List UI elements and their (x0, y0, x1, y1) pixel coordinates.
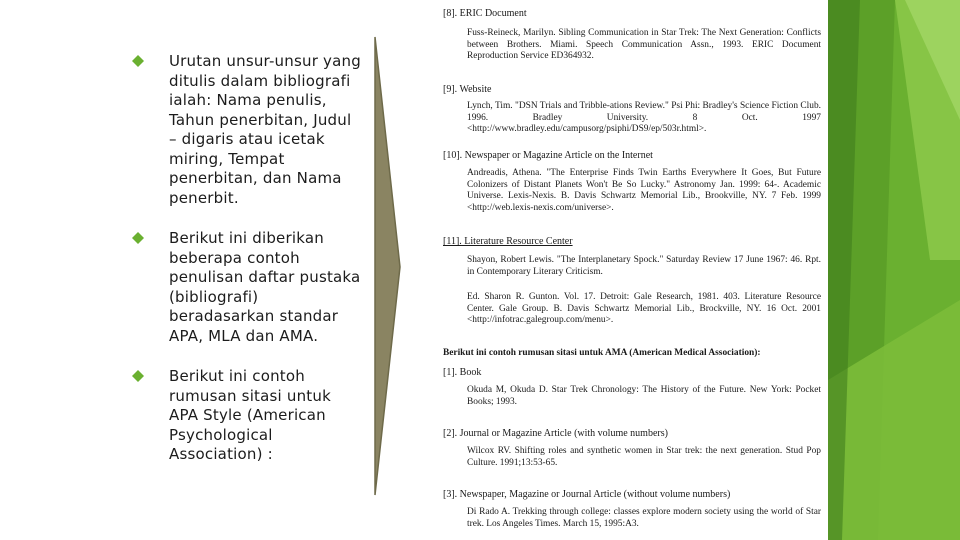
bullet-item (133, 229, 363, 346)
ref-entry: Shayon, Robert Lewis. "The Interplanetary Spock." Saturday Review 17 June 1967: 46. Rpt. in Contemporary Literary Criticism. (467, 255, 821, 277)
ama-heading: Berikut ini contoh rumusan sitasi untuk AMA (American Medical Association): (443, 348, 761, 358)
ref-entry: Andreadis, Athena. "The Enterprise Finds Twin Earths Everywhere It Goes, But Future Colonizers of Distant Planets Won't Be So Lucky." Astronomy Jan. 1999: 64-. Academic Universe. Lexis-Nexis. B. Davis Schwartz Memorial Lib., Brookville, NY. 7 Feb. 1999 <http://web.lexis-nexis.com/universe>. (467, 168, 821, 213)
bullet-text: Urutan unsur-unsur yang ditulis dalam bibliografi ialah: Nama penulis, Tahun penerbitan, Judul – digaris atau icetak miring, Tempat penerbitan, dan Nama penerbit. (169, 52, 361, 207)
diamond-bullet-icon (132, 232, 144, 244)
diamond-bullet-icon (132, 55, 144, 67)
bullet-text: Berikut ini contoh rumusan sitasi untuk APA Style (American Psychological Association) : (169, 367, 331, 463)
ref-heading: [8]. ERIC Document (443, 8, 527, 19)
ref-entry: Ed. Sharon R. Gunton. Vol. 17. Detroit: Gale Research, 1981. 403. Literature Resource Center. Gale Group. B. Davis Schwartz Memorial Lib., Brockville, NY. 16 Oct. 2001 <http://infotrac.galegroup.com/menu>. (467, 292, 821, 325)
bullet-item (133, 52, 363, 208)
ref-entry: Lynch, Tim. "DSN Trials and Tribble-ations Review." Psi Phi: Bradley's Science Fiction Club. 1996. Bradley University. 8 Oct. 1997 <http://www.bradley.edu/campusorg/psiphi/DS9/ep/503r.html>. (467, 101, 821, 134)
ref-entry: Di Rado A. Trekking through college: classes explore modern society using the world of Star trek. Los Angeles Times. March 15, 1995:A3. (467, 507, 821, 529)
ref-heading: [9]. Website (443, 84, 492, 95)
bullet-text: Berikut ini diberikan beberapa contoh penulisan daftar pustaka (bibliografi) beradasarkan standar APA, MLA dan AMA. (169, 229, 361, 345)
ref-heading: [11]. Literature Resource Center (443, 236, 573, 247)
bullet-item (133, 367, 363, 465)
diamond-bullet-icon (132, 370, 144, 382)
ref-heading: [10]. Newspaper or Magazine Article on the Internet (443, 150, 653, 161)
reference-examples-image (433, 0, 828, 540)
bullet-list (133, 52, 363, 486)
right-arrow-shape (368, 35, 408, 499)
ref-entry: Fuss-Reineck, Marilyn. Sibling Communication in Star Trek: The Next Generation: Conflicts between Brothers. Miami. Speech Communication Assn., 1993. ERIC Document Reproduction Service ED364932. (467, 28, 821, 61)
ref-entry: Okuda M, Okuda D. Star Trek Chronology: The History of the Future. New York: Pocket Books; 1993. (467, 385, 821, 407)
ref-heading: [1]. Book (443, 367, 482, 378)
ref-heading: [3]. Newspaper, Magazine or Journal Article (without volume numbers) (443, 489, 731, 500)
ref-heading: [2]. Journal or Magazine Article (with volume numbers) (443, 428, 668, 439)
ref-entry: Wilcox RV. Shifting roles and synthetic women in Star trek: the next generation. Stud Pop Culture. 1991;13:53-65. (467, 446, 821, 468)
